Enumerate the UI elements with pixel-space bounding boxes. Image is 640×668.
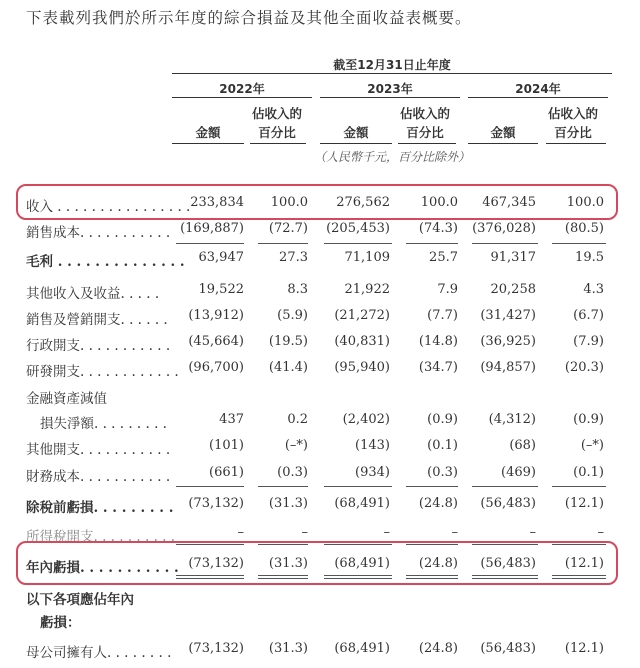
subtotal-rule (176, 486, 244, 487)
cell: (40,831) (334, 334, 390, 349)
pct-label-line1: 佔收入的 (399, 106, 450, 121)
subtotal-rule (176, 243, 244, 244)
row-label: 其他收入及收益. . . . . (26, 286, 160, 302)
cell: (73,132) (188, 641, 244, 656)
cell: (934) (355, 465, 390, 480)
cell: 71,109 (344, 250, 390, 265)
subtotal-rule (472, 486, 538, 487)
cell: 63,947 (198, 250, 244, 265)
cell: (12.1) (564, 556, 604, 571)
subtotal-rule (324, 243, 392, 244)
cell: (31.3) (268, 556, 308, 571)
cell: (68) (509, 438, 536, 453)
year-rule-2024 (468, 97, 608, 98)
col-rule (546, 143, 606, 144)
row-label: 年內虧損. . . . . . . . . . . (26, 560, 179, 576)
cell: (7.9) (573, 334, 604, 349)
col-rule (468, 143, 538, 144)
cell: (143) (355, 438, 390, 453)
subtotal-rule (324, 486, 392, 487)
row-label: 母公司擁有人. . . . . . . . (26, 645, 172, 661)
cell: (6.7) (573, 308, 604, 323)
cell: 21,922 (344, 282, 390, 297)
col-pct-2024 (540, 104, 606, 142)
cell: 19.5 (575, 250, 604, 265)
pct-label-line2: 百分比 (258, 125, 296, 140)
cell: (–*) (284, 438, 308, 453)
cell: (376,028) (472, 221, 536, 236)
cell: (68,491) (334, 496, 390, 511)
table-row (0, 608, 640, 630)
cell: – (301, 525, 308, 540)
highlight-revenue (16, 184, 618, 220)
table-row (0, 279, 640, 301)
year-rule-2023 (320, 97, 460, 98)
cell: 437 (219, 412, 244, 427)
cell: (95,940) (334, 360, 390, 375)
cell: (0.9) (427, 412, 458, 427)
cell: (7.7) (427, 308, 458, 323)
cell: (24.8) (418, 496, 458, 511)
cell: (0.9) (573, 412, 604, 427)
row-label: 金融資產減值 (26, 391, 107, 407)
cell: (45,664) (188, 334, 244, 349)
cell: – (451, 525, 458, 540)
cell: (96,700) (188, 360, 244, 375)
pct-label-line1: 佔收入的 (251, 106, 302, 121)
col-amount-2023: 金額 (343, 125, 369, 140)
subtotal-rule (406, 243, 458, 244)
subtotal-rule (258, 243, 308, 244)
table-row (0, 218, 640, 240)
period-rule (172, 73, 612, 74)
cell: (56,483) (480, 556, 536, 571)
table-row (0, 435, 640, 457)
pct-label-line2: 百分比 (406, 125, 444, 140)
row-label: 銷售及營銷開支. . . . . . (26, 312, 168, 328)
cell: (205,453) (326, 221, 390, 236)
cell: (31,427) (480, 308, 536, 323)
subtotal-rule (258, 486, 308, 487)
cell: 0.2 (287, 412, 308, 427)
cell: (73,132) (188, 496, 244, 511)
cell: (74.3) (418, 221, 458, 236)
row-label: 以下各項應佔年內 (26, 592, 134, 608)
subtotal-rule (552, 486, 606, 487)
table-row (0, 247, 640, 269)
cell: (36,925) (480, 334, 536, 349)
row-label: 研發開支. . . . . . . . . . . . (26, 364, 179, 380)
cell: (0.1) (573, 465, 604, 480)
table-row (0, 305, 640, 327)
cell: 19,522 (198, 282, 244, 297)
year-2023: 2023年 (367, 82, 413, 96)
cell: (73,132) (188, 556, 244, 571)
cell: (68,491) (334, 641, 390, 656)
col-rule (172, 143, 244, 144)
pct-label-line2: 百分比 (554, 125, 592, 140)
unit-note: （人民幣千元，百分比除外） (313, 150, 470, 164)
cell: (34.7) (418, 360, 458, 375)
col-pct-2022 (246, 104, 308, 142)
cell: – (383, 525, 390, 540)
cell: (12.1) (564, 496, 604, 511)
highlight-loss-for-year (16, 541, 618, 585)
cell: (12.1) (564, 641, 604, 656)
table-row (0, 357, 640, 379)
cell: (–*) (580, 438, 604, 453)
cell: 276,562 (336, 195, 390, 210)
row-label: 所得稅開支. . . . . . . . . . (26, 529, 176, 545)
col-rule (398, 143, 456, 144)
table-row (0, 493, 640, 515)
row-label: 毛利 . . . . . . . . . . . . . . (26, 254, 185, 270)
subtotal-rule (406, 486, 458, 487)
cell: 25.7 (429, 250, 458, 265)
cell: (2,402) (342, 412, 390, 427)
col-pct-2023 (392, 104, 458, 142)
cell: (24.8) (418, 556, 458, 571)
cell: (4,312) (488, 412, 536, 427)
cell: (20.3) (564, 360, 604, 375)
cell: 100.0 (420, 195, 458, 210)
period-heading: 截至12月31日止年度 (333, 58, 451, 72)
year-2024: 2024年 (515, 82, 561, 96)
row-label: 損失淨額. . . . . . . . . (40, 416, 167, 432)
row-label: 其他開支. . . . . . . . . . . (26, 442, 171, 458)
year-rule-2022 (172, 97, 312, 98)
table-row (0, 462, 640, 484)
cell: (14.8) (418, 334, 458, 349)
cell: (13,912) (188, 308, 244, 323)
row-label: 虧損： (40, 615, 81, 631)
cell: – (597, 525, 604, 540)
cell: (469) (501, 465, 536, 480)
table-row (0, 638, 640, 660)
cell: 233,834 (190, 195, 244, 210)
cell: (94,857) (480, 360, 536, 375)
cell: (72.7) (268, 221, 308, 236)
cell: 27.3 (279, 250, 308, 265)
col-rule (250, 143, 306, 144)
cell: 4.3 (583, 282, 604, 297)
cell: (19.5) (268, 334, 308, 349)
row-label: 除稅前虧損. . . . . . . . . (26, 500, 174, 516)
col-rule (320, 143, 392, 144)
cell: 20,258 (490, 282, 536, 297)
cell: (169,887) (180, 221, 244, 236)
cell: 100.0 (270, 195, 308, 210)
row-label: 行政開支. . . . . . . . . . . (26, 338, 171, 354)
cell: (0.1) (427, 438, 458, 453)
cell: (21,272) (334, 308, 390, 323)
row-label: 收入 . . . . . . . . . . . . . . . . (26, 199, 191, 215)
cell: 100.0 (566, 195, 604, 210)
table-row (0, 585, 640, 607)
cell: 8.3 (287, 282, 308, 297)
cell: (80.5) (564, 221, 604, 236)
cell: (68,491) (334, 556, 390, 571)
row-label: 財務成本. . . . . . . . . . . (26, 469, 171, 485)
subtotal-rule (552, 243, 606, 244)
cell: (41.4) (268, 360, 308, 375)
pct-label-line1: 佔收入的 (547, 106, 598, 121)
cell: (31.3) (268, 496, 308, 511)
subtotal-rule (472, 243, 538, 244)
table-row (0, 331, 640, 353)
intro-text: 下表載列我們於所示年度的綜合損益及其他全面收益表概要。 (26, 9, 472, 27)
year-2022: 2022年 (219, 82, 265, 96)
cell: (661) (209, 465, 244, 480)
cell: (0.3) (427, 465, 458, 480)
cell: (0.3) (277, 465, 308, 480)
cell: (24.8) (418, 641, 458, 656)
col-amount-2022: 金額 (195, 125, 221, 140)
cell: 7.9 (437, 282, 458, 297)
cell: – (529, 525, 536, 540)
row-label: 銷售成本. . . . . . . . . . . (26, 225, 171, 241)
cell: (5.9) (277, 308, 308, 323)
cell: (56,483) (480, 496, 536, 511)
cell: (56,483) (480, 641, 536, 656)
col-amount-2024: 金額 (490, 125, 516, 140)
cell: – (237, 525, 244, 540)
cell: 91,317 (490, 250, 536, 265)
cell: 467,345 (482, 195, 536, 210)
table-row (0, 409, 640, 431)
table-row (0, 384, 640, 406)
cell: (101) (209, 438, 244, 453)
cell: (31.3) (268, 641, 308, 656)
